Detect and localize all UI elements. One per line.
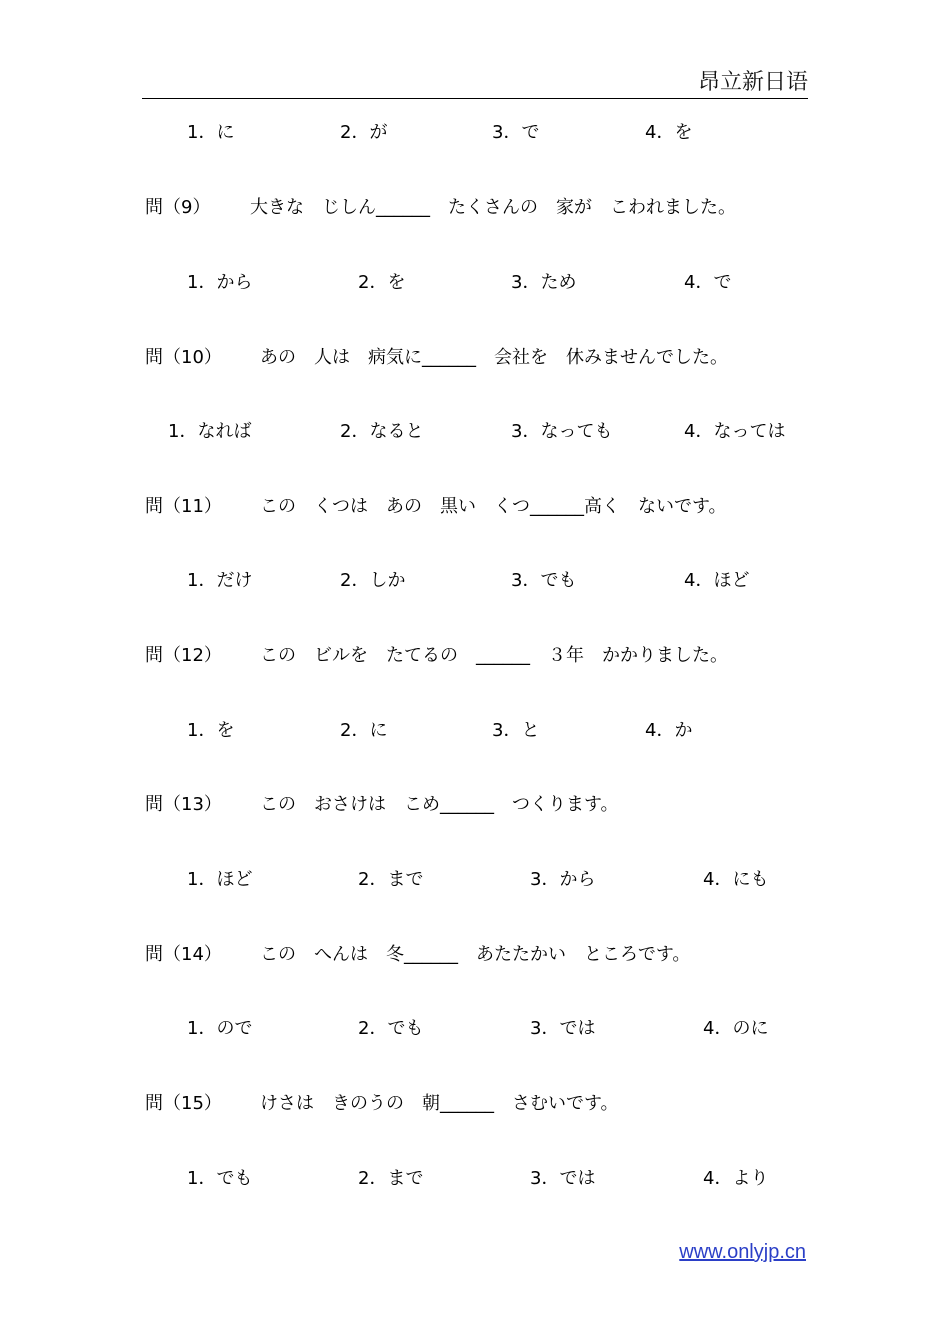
option-10-2: 2．なると xyxy=(340,421,424,442)
option-prev-4: 4．を xyxy=(645,122,693,143)
option-13-1: 1．ほど xyxy=(187,869,253,890)
option-10-1: 1．なれば xyxy=(168,421,252,442)
option-12-2: 2．に xyxy=(340,720,388,741)
option-11-3: 3．でも xyxy=(511,570,577,591)
option-15-1: 1．でも xyxy=(187,1168,253,1189)
question-label-12: 問（12） xyxy=(145,645,222,666)
option-12-4: 4．か xyxy=(645,720,693,741)
option-9-3: 3．ため xyxy=(511,272,577,293)
option-14-4: 4．のに xyxy=(703,1018,769,1039)
option-9-1: 1．から xyxy=(187,272,253,293)
question-sentence-13: この おさけは こめ______ つくります。 xyxy=(260,794,619,815)
option-13-4: 4．にも xyxy=(703,869,769,890)
option-14-1: 1．ので xyxy=(187,1018,253,1039)
option-11-4: 4．ほど xyxy=(684,570,750,591)
option-12-1: 1．を xyxy=(187,720,235,741)
option-11-1: 1．だけ xyxy=(187,570,253,591)
option-14-3: 3．では xyxy=(530,1018,596,1039)
option-15-2: 2．まで xyxy=(358,1168,424,1189)
option-14-2: 2．でも xyxy=(358,1018,424,1039)
question-sentence-10: あの 人は 病気に______ 会社を 休みませんでした。 xyxy=(260,347,728,368)
header-title: 昂立新日语 xyxy=(697,70,808,95)
option-prev-2: 2．が xyxy=(340,122,388,143)
option-9-4: 4．で xyxy=(684,272,732,293)
option-13-2: 2．まで xyxy=(358,869,424,890)
option-13-3: 3．から xyxy=(530,869,596,890)
option-9-2: 2．を xyxy=(358,272,406,293)
question-label-14: 問（14） xyxy=(145,944,222,965)
header-divider xyxy=(142,98,808,99)
question-label-11: 問（11） xyxy=(145,496,222,517)
question-sentence-9: 大きな じしん______ たくさんの 家が こわれました。 xyxy=(250,197,736,218)
question-sentence-14: この へんは 冬______ あたたかい ところです。 xyxy=(260,944,691,965)
question-label-9: 問（9） xyxy=(145,197,211,218)
option-15-4: 4．より xyxy=(703,1168,769,1189)
question-sentence-15: けさは きのうの 朝______ さむいです。 xyxy=(260,1093,619,1114)
option-prev-3: 3．で xyxy=(492,122,540,143)
option-15-3: 3．では xyxy=(530,1168,596,1189)
option-11-2: 2．しか xyxy=(340,570,406,591)
question-label-13: 問（13） xyxy=(145,794,222,815)
footer-link[interactable]: www.onlyjp.cn xyxy=(679,1241,806,1263)
question-sentence-12: この ビルを たてるの ______ ３年 かかりました。 xyxy=(260,645,728,666)
question-sentence-11: この くつは あの 黒い くつ______高く ないです。 xyxy=(260,496,727,517)
option-12-3: 3．と xyxy=(492,720,540,741)
option-10-4: 4．なっては xyxy=(684,421,786,442)
question-label-10: 問（10） xyxy=(145,347,222,368)
option-prev-1: 1．に xyxy=(187,122,235,143)
question-label-15: 問（15） xyxy=(145,1093,222,1114)
option-10-3: 3．なっても xyxy=(511,421,613,442)
